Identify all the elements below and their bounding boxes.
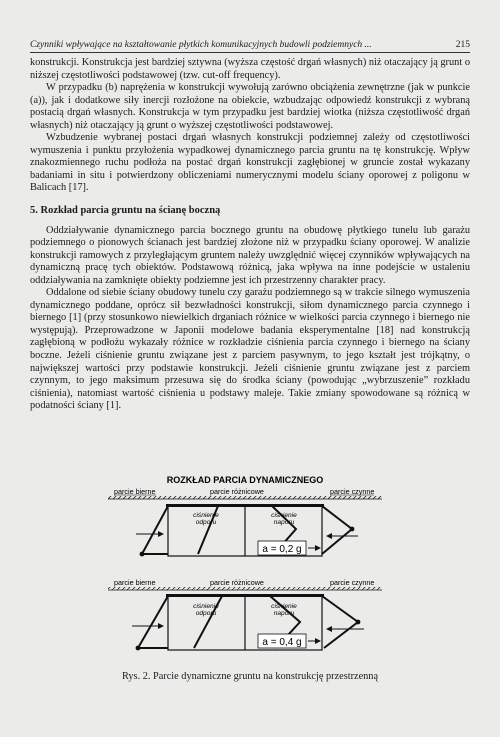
acceleration-upper: a = 0,2 g: [262, 544, 302, 555]
scheme-upper: [108, 487, 382, 556]
scheme-lower: [108, 578, 382, 650]
paragraph: Wzbudzenie wybranej postaci drgań własnych konstrukcji podziemnej zależy od częstotliwości wymuszenia i punktu przyłożenia wypadkowej dynamicznego parcia gruntu na tę konstrukcję. Wpływ znakozmiennego ruchu podłoża na postać drgań konstrukcji zagłębionej w gruncie został wykazany badaniami in situ i potwierdzony obliczeniami numerycznymi modelu ściany oporowej z poligonu w Balicach [17].: [30, 132, 470, 194]
paragraph: Oddalone od siebie ściany obudowy tunelu czy garażu podziemnego są w trakcie silnego wymuszenia dynamicznego poddane, oprócz sił bezwładności konstrukcji, siłom dynamicznego parcia czynnego i biernego [1] (przy stosunkowo niewielkich drganiach różnice w wielkości parcia czynnego i biernego nie występują). Przeprowadzone w Japonii modelowe badania eksperymentalne [18] nad konstrukcją zagłębioną w podłożu wykazały różnice w rozkładzie ciśnienia parcia czynnego i biernego na ściany boczne. Jeżeli ciśnienie gruntu związane jest z parciem pasywnym, to jego kształt jest trójkątny, o największej wartości przy podstawie konstrukcji. Jeżeli ciśnienie gruntu związane jest z parciem czynnym, to jego maksimum przesuwa się do środka ściany (powodując „wybrzuszenie” rozkładu ciśnienia), natomiast wartość ciśnienia u podstawy maleje. Takie zmiany spowodowane są różnicą w podatności ściany [1].: [30, 287, 470, 412]
label-passive: parcie bierne: [114, 578, 156, 587]
label-resistance-2: odporu: [195, 519, 217, 526]
label-thrust-2: naporu: [273, 610, 295, 617]
label-differential: parcie różnicowe: [210, 578, 264, 587]
label-thrust: ciśnienie: [271, 603, 297, 610]
label-resistance: ciśnienie: [193, 512, 219, 519]
running-header: [30, 40, 470, 53]
label-resistance-2: odporu: [195, 610, 217, 617]
label-active: parcie czynne: [330, 487, 375, 496]
dynamic-pressure-figure: [108, 474, 382, 666]
paragraph: Oddziaływanie dynamicznego parcia bocznego gruntu na obudowę płytkiego tunelu lub garażu podziemnego o pionowych ścianach jest bardziej złożone niż w przypadku ściany oporowej. W analizie konstrukcji ramowych z przyległającym gruntem należy uwzględnić więcej czynników wpływających na dynamiczną pracę tych obiektów. Podstawową różnicą, jaka wpływa na inne podejście w ustaleniu oddziaływania na zamknięte obiekty podziemne jest ich przestrzenny charakter pracy.: [30, 224, 470, 286]
running-title: Czynniki wpływające na kształtowanie płytkich komunikacyjnych budowli podziemnych ...: [30, 40, 372, 50]
label-differential: parcie różnicowe: [210, 487, 264, 496]
paragraph: konstrukcji. Konstrukcja jest bardziej sztywna (wyższa częstość drgań własnych) niż otaczający ją grunt o niższej częstotliwości podstawowej (tzw. cut-off frequency).: [30, 57, 470, 81]
label-resistance: ciśnienie: [193, 603, 219, 610]
figure-caption: Rys. 2. Parcie dynamiczne gruntu na konstrukcję przestrzenną: [121, 671, 379, 682]
body-text: [30, 57, 470, 413]
page-number: 215: [455, 40, 470, 50]
label-thrust-2: naporu: [273, 519, 295, 526]
label-active: parcie czynne: [330, 578, 375, 587]
label-thrust: ciśnienie: [271, 512, 297, 519]
figure-title: ROZKŁAD PARCIA DYNAMICZNEGO: [166, 475, 324, 485]
paragraph: W przypadku (b) naprężenia w konstrukcji wywołują zarówno obciążenia zewnętrzne (jak w punkcie (a)), jak i dodatkowe siły inercji rozłożone na obiekcie, wzbudzając odpowiedź konstrukcji z wybraną postacią drgań własnych. Konstrukcja w tym przypadku jest bardziej wiotka (niższa częstotliwość drgań własnych) niż otaczający ją grunt o wyższej częstotliwości podstawowej.: [30, 82, 470, 131]
label-passive: parcie bierne: [114, 487, 156, 496]
acceleration-lower: a = 0,4 g: [262, 637, 302, 648]
section-heading: 5. Rozkład parcia gruntu na ścianę boczną: [30, 205, 221, 217]
